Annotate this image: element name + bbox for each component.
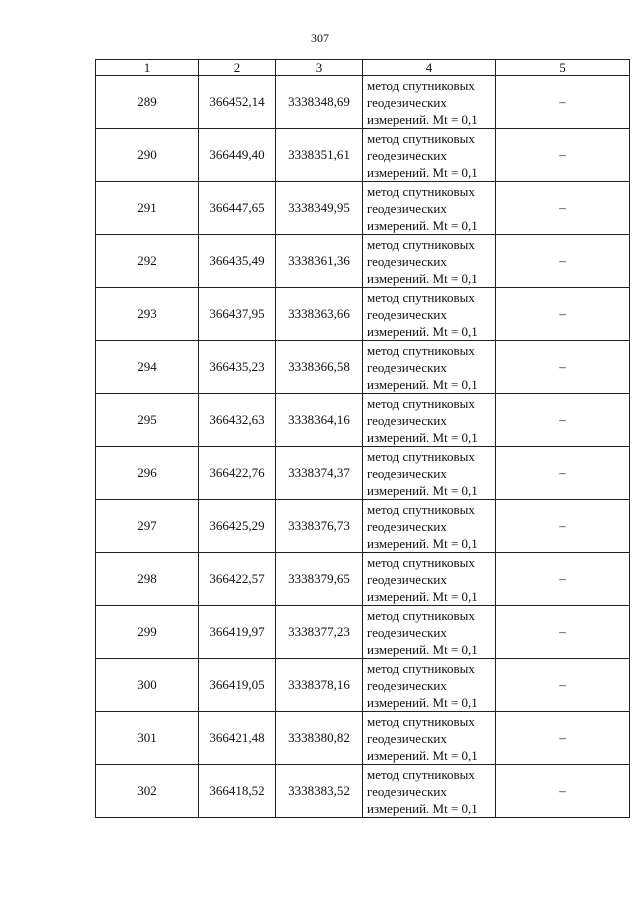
method-cell: [363, 129, 496, 182]
point-number-cell: 295: [96, 394, 199, 447]
method-cell: [363, 76, 496, 129]
method-text-line: метод спутниковых: [367, 448, 475, 464]
y-coordinate-cell: 3338364,16: [276, 394, 363, 447]
method-text-line: измерений. Mt = 0,1: [367, 323, 478, 339]
method-cell: [363, 606, 496, 659]
x-coordinate-cell: 366435,23: [199, 341, 276, 394]
method-text-line: измерений. Mt = 0,1: [367, 429, 478, 445]
x-coordinate-cell: 366432,63: [199, 394, 276, 447]
point-number-cell: 289: [96, 76, 199, 129]
method-text-line: геодезических: [367, 571, 447, 587]
point-number-cell: 292: [96, 235, 199, 288]
y-coordinate-cell: 3338366,58: [276, 341, 363, 394]
point-number-cell: 298: [96, 553, 199, 606]
table-row: [96, 394, 630, 447]
method-text-line: метод спутниковых: [367, 130, 475, 146]
note-cell: –: [496, 129, 630, 182]
method-cell: [363, 553, 496, 606]
method-text-line: измерений. Mt = 0,1: [367, 376, 478, 392]
method-text-line: метод спутниковых: [367, 713, 475, 729]
method-cell: [363, 235, 496, 288]
point-number-cell: 302: [96, 765, 199, 818]
note-cell: –: [496, 447, 630, 500]
method-text-line: метод спутниковых: [367, 183, 475, 199]
point-number-cell: 294: [96, 341, 199, 394]
x-coordinate-cell: 366421,48: [199, 712, 276, 765]
page-number: 307: [311, 31, 329, 45]
note-cell: –: [496, 288, 630, 341]
note-cell: –: [496, 76, 630, 129]
y-coordinate-cell: 3338379,65: [276, 553, 363, 606]
note-cell: –: [496, 553, 630, 606]
method-text-line: измерений. Mt = 0,1: [367, 641, 478, 657]
method-cell: [363, 182, 496, 235]
method-text-line: измерений. Mt = 0,1: [367, 694, 478, 710]
method-cell: [363, 288, 496, 341]
table-row: [96, 235, 630, 288]
method-cell: [363, 447, 496, 500]
y-coordinate-cell: 3338349,95: [276, 182, 363, 235]
point-number-cell: 300: [96, 659, 199, 712]
table-row: [96, 288, 630, 341]
method-text-line: геодезических: [367, 306, 447, 322]
x-coordinate-cell: 366449,40: [199, 129, 276, 182]
note-cell: –: [496, 235, 630, 288]
table-row: [96, 659, 630, 712]
method-text-line: метод спутниковых: [367, 766, 475, 782]
method-text-line: геодезических: [367, 783, 447, 799]
point-number-cell: 296: [96, 447, 199, 500]
x-coordinate-cell: 366437,95: [199, 288, 276, 341]
note-cell: –: [496, 182, 630, 235]
method-text-line: измерений. Mt = 0,1: [367, 217, 478, 233]
table-header-row: [96, 60, 630, 76]
method-cell: [363, 765, 496, 818]
method-text-line: измерений. Mt = 0,1: [367, 800, 478, 816]
table-row: [96, 553, 630, 606]
y-coordinate-cell: 3338361,36: [276, 235, 363, 288]
method-cell: [363, 500, 496, 553]
method-text-line: геодезических: [367, 465, 447, 481]
table-row: [96, 447, 630, 500]
x-coordinate-cell: 366447,65: [199, 182, 276, 235]
table-row: [96, 712, 630, 765]
table-row: [96, 182, 630, 235]
table-row: [96, 765, 630, 818]
method-text-line: геодезических: [367, 200, 447, 216]
method-text-line: геодезических: [367, 359, 447, 375]
column-header-4: 4: [363, 60, 496, 76]
method-text-line: метод спутниковых: [367, 77, 475, 93]
method-text-line: геодезических: [367, 94, 447, 110]
method-text-line: метод спутниковых: [367, 660, 475, 676]
y-coordinate-cell: 3338363,66: [276, 288, 363, 341]
note-cell: –: [496, 606, 630, 659]
method-text-line: измерений. Mt = 0,1: [367, 164, 478, 180]
method-text-line: измерений. Mt = 0,1: [367, 747, 478, 763]
note-cell: –: [496, 341, 630, 394]
y-coordinate-cell: 3338383,52: [276, 765, 363, 818]
y-coordinate-cell: 3338377,23: [276, 606, 363, 659]
method-text-line: геодезических: [367, 518, 447, 534]
method-text-line: геодезических: [367, 624, 447, 640]
column-header-3: 3: [276, 60, 363, 76]
method-text-line: метод спутниковых: [367, 501, 475, 517]
table-row: [96, 129, 630, 182]
method-text-line: измерений. Mt = 0,1: [367, 111, 478, 127]
method-cell: [363, 712, 496, 765]
column-header-2: 2: [199, 60, 276, 76]
y-coordinate-cell: 3338376,73: [276, 500, 363, 553]
column-header-5: 5: [496, 60, 630, 76]
point-number-cell: 301: [96, 712, 199, 765]
x-coordinate-cell: 366422,76: [199, 447, 276, 500]
method-text-line: метод спутниковых: [367, 289, 475, 305]
method-text-line: измерений. Mt = 0,1: [367, 588, 478, 604]
method-text-line: геодезических: [367, 730, 447, 746]
table-row: [96, 606, 630, 659]
method-text-line: метод спутниковых: [367, 236, 475, 252]
method-text-line: метод спутниковых: [367, 607, 475, 623]
method-text-line: геодезических: [367, 677, 447, 693]
note-cell: –: [496, 659, 630, 712]
y-coordinate-cell: 3338380,82: [276, 712, 363, 765]
method-text-line: геодезических: [367, 412, 447, 428]
column-header-1: 1: [96, 60, 199, 76]
x-coordinate-cell: 366418,52: [199, 765, 276, 818]
method-text-line: метод спутниковых: [367, 342, 475, 358]
coordinates-table: [95, 59, 630, 818]
method-text-line: геодезических: [367, 253, 447, 269]
y-coordinate-cell: 3338378,16: [276, 659, 363, 712]
table-row: [96, 341, 630, 394]
x-coordinate-cell: 366422,57: [199, 553, 276, 606]
table-row: [96, 500, 630, 553]
note-cell: –: [496, 712, 630, 765]
method-text-line: измерений. Mt = 0,1: [367, 270, 478, 286]
note-cell: –: [496, 500, 630, 553]
note-cell: –: [496, 765, 630, 818]
x-coordinate-cell: 366452,14: [199, 76, 276, 129]
point-number-cell: 299: [96, 606, 199, 659]
x-coordinate-cell: 366419,05: [199, 659, 276, 712]
method-text-line: измерений. Mt = 0,1: [367, 535, 478, 551]
point-number-cell: 293: [96, 288, 199, 341]
table-body: [96, 60, 630, 818]
y-coordinate-cell: 3338374,37: [276, 447, 363, 500]
method-cell: [363, 659, 496, 712]
x-coordinate-cell: 366419,97: [199, 606, 276, 659]
method-cell: [363, 394, 496, 447]
point-number-cell: 297: [96, 500, 199, 553]
y-coordinate-cell: 3338348,69: [276, 76, 363, 129]
note-cell: –: [496, 394, 630, 447]
method-cell: [363, 341, 496, 394]
point-number-cell: 291: [96, 182, 199, 235]
method-text-line: метод спутниковых: [367, 554, 475, 570]
method-text-line: измерений. Mt = 0,1: [367, 482, 478, 498]
table-row: [96, 76, 630, 129]
method-text-line: геодезических: [367, 147, 447, 163]
method-text-line: метод спутниковых: [367, 395, 475, 411]
point-number-cell: 290: [96, 129, 199, 182]
y-coordinate-cell: 3338351,61: [276, 129, 363, 182]
x-coordinate-cell: 366435,49: [199, 235, 276, 288]
x-coordinate-cell: 366425,29: [199, 500, 276, 553]
